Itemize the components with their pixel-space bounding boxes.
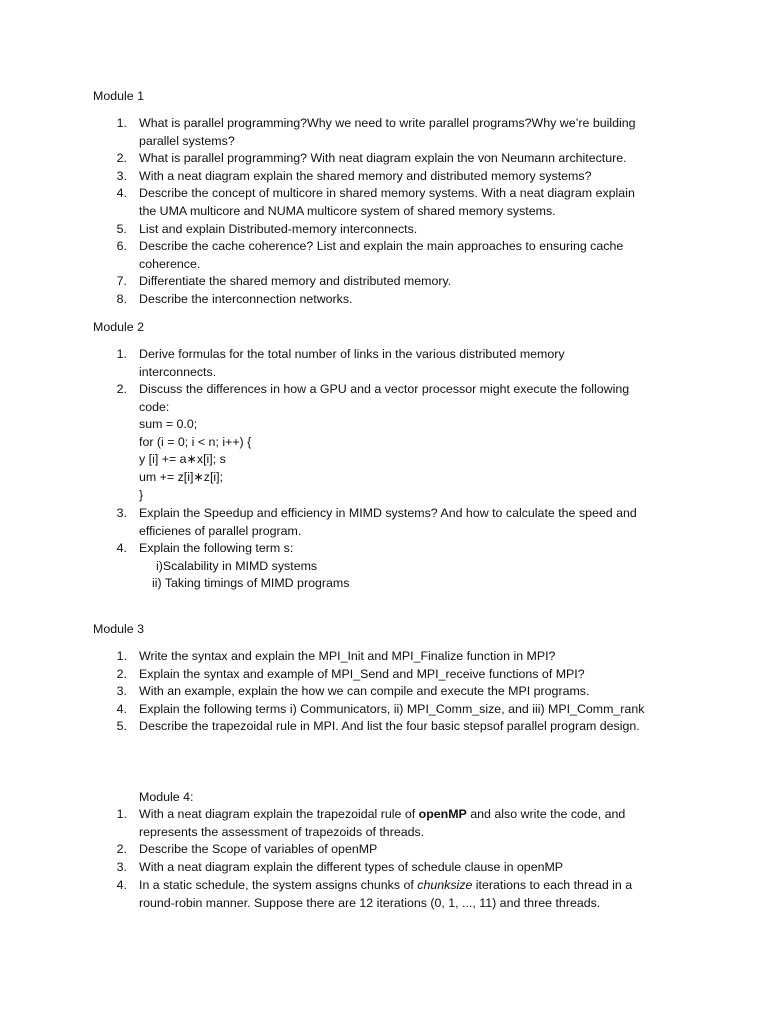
text-line: Explain the following term s: bbox=[139, 541, 294, 555]
text-run: In a static schedule, the system assigns chunks of bbox=[139, 878, 418, 892]
item-text bbox=[139, 648, 699, 666]
code-line: for (i = 0; i < n; i++) { bbox=[139, 434, 252, 449]
text-line: Write the syntax and explain the MPI_Init and MPI_Finalize function in MPI? bbox=[139, 649, 556, 663]
code-line: } bbox=[139, 487, 144, 502]
text-run: and also write the code, and bbox=[466, 807, 626, 821]
item-text bbox=[139, 666, 699, 684]
item-number: 1. bbox=[116, 116, 127, 130]
text-line bbox=[139, 877, 699, 895]
sub-item-scalability: i)Scalability in MIMD systems bbox=[156, 559, 318, 573]
item-text bbox=[139, 346, 699, 381]
italic-term: chunksize bbox=[417, 878, 473, 892]
text-line: represents the assessment of trapezoids of threads. bbox=[139, 824, 425, 839]
item-text bbox=[139, 273, 699, 291]
item-number: 5. bbox=[116, 222, 127, 236]
text-line: Describe the interconnection networks. bbox=[139, 292, 353, 306]
text-line: Discuss the differences in how a GPU and a vector processor might execute the following bbox=[139, 382, 630, 396]
text-line: With a neat diagram explain the different types of schedule clause in openMP bbox=[139, 860, 564, 874]
text-line: Describe the cache coherence? List and explain the main approaches to ensuring cache bbox=[139, 239, 624, 253]
item-text bbox=[139, 540, 699, 558]
text-run: With a neat diagram explain the trapezoidal rule of bbox=[139, 807, 419, 821]
text-line: Describe the concept of multicore in shared memory systems. With a neat diagram explain bbox=[139, 186, 635, 200]
item-number: 7. bbox=[116, 274, 127, 288]
text-line: round-robin manner. Suppose there are 12 iterations (0, 1, ..., 11) and three threads. bbox=[139, 895, 601, 910]
item-text bbox=[139, 877, 699, 912]
text-line: Describe the trapezoidal rule in MPI. And list the four basic stepsof parallel program design. bbox=[139, 719, 640, 733]
text-line: parallel systems? bbox=[139, 133, 235, 148]
text-line: Explain the syntax and example of MPI_Send and MPI_receive functions of MPI? bbox=[139, 667, 585, 681]
text-line: coherence. bbox=[139, 256, 201, 271]
text-line: code: bbox=[139, 399, 170, 414]
module-2-heading: Module 2 bbox=[93, 320, 144, 334]
item-number: 1. bbox=[116, 649, 127, 663]
module-3-heading: Module 3 bbox=[93, 622, 144, 636]
code-line: y [i] += a∗x[i]; s bbox=[139, 452, 226, 467]
item-text bbox=[139, 841, 699, 859]
item-number: 4. bbox=[116, 186, 127, 200]
item-text bbox=[139, 291, 699, 309]
module-1-heading: Module 1 bbox=[93, 89, 144, 103]
item-number: 6. bbox=[116, 239, 127, 253]
item-number: 2. bbox=[116, 842, 127, 856]
item-number: 2. bbox=[116, 382, 127, 396]
item-text bbox=[139, 150, 699, 168]
module-4-heading: Module 4: bbox=[139, 790, 194, 804]
text-line bbox=[139, 806, 699, 824]
item-number: 2. bbox=[116, 151, 127, 165]
item-text bbox=[139, 505, 699, 540]
text-line: efficienes of parallel program. bbox=[139, 523, 302, 538]
text-line: Explain the Speedup and efficiency in MIMD systems? And how to calculate the speed and bbox=[139, 506, 637, 520]
text-line: With an example, explain the how we can compile and execute the MPI programs. bbox=[139, 684, 590, 698]
code-line: sum = 0.0; bbox=[139, 417, 198, 432]
text-line: Explain the following terms i) Communicators, ii) MPI_Comm_size, and iii) MPI_Comm_rank bbox=[139, 702, 645, 716]
item-text bbox=[139, 683, 699, 701]
bold-term: openMP bbox=[418, 807, 467, 821]
item-number: 4. bbox=[116, 541, 127, 555]
sub-item-timings: ii) Taking timings of MIMD programs bbox=[152, 576, 350, 590]
text-line: Derive formulas for the total number of links in the various distributed memory bbox=[139, 347, 565, 361]
item-text bbox=[139, 238, 699, 273]
item-number: 3. bbox=[116, 860, 127, 874]
item-text bbox=[139, 718, 699, 736]
item-text bbox=[139, 185, 699, 220]
item-number: 3. bbox=[116, 506, 127, 520]
item-text bbox=[139, 168, 699, 186]
code-line: um += z[i]∗z[i]; bbox=[139, 469, 224, 484]
item-number: 4. bbox=[116, 702, 127, 716]
item-text bbox=[139, 806, 699, 841]
text-line: Describe the Scope of variables of openMP bbox=[139, 842, 378, 856]
item-text bbox=[139, 381, 699, 504]
item-number: 5. bbox=[116, 719, 127, 733]
text-line: What is parallel programming? With neat diagram explain the von Neumann architecture. bbox=[139, 151, 627, 165]
item-number: 8. bbox=[116, 292, 127, 306]
text-line: the UMA multicore and NUMA multicore system of shared memory systems. bbox=[139, 203, 556, 218]
item-number: 1. bbox=[116, 807, 127, 821]
text-run: iterations to each thread in a bbox=[472, 878, 633, 892]
item-text bbox=[139, 221, 699, 239]
text-line: List and explain Distributed-memory interconnects. bbox=[139, 222, 418, 236]
item-number: 3. bbox=[116, 169, 127, 183]
item-number: 2. bbox=[116, 667, 127, 681]
item-text bbox=[139, 701, 699, 719]
item-number: 3. bbox=[116, 684, 127, 698]
item-number: 1. bbox=[116, 347, 127, 361]
item-text bbox=[139, 859, 699, 877]
item-number: 4. bbox=[116, 878, 127, 892]
item-text bbox=[139, 115, 699, 150]
text-line: What is parallel programming?Why we need to write parallel programs?Why we’re building bbox=[139, 116, 636, 130]
text-line: With a neat diagram explain the shared memory and distributed memory systems? bbox=[139, 169, 592, 183]
text-line: interconnects. bbox=[139, 364, 217, 379]
text-line: Differentiate the shared memory and distributed memory. bbox=[139, 274, 452, 288]
